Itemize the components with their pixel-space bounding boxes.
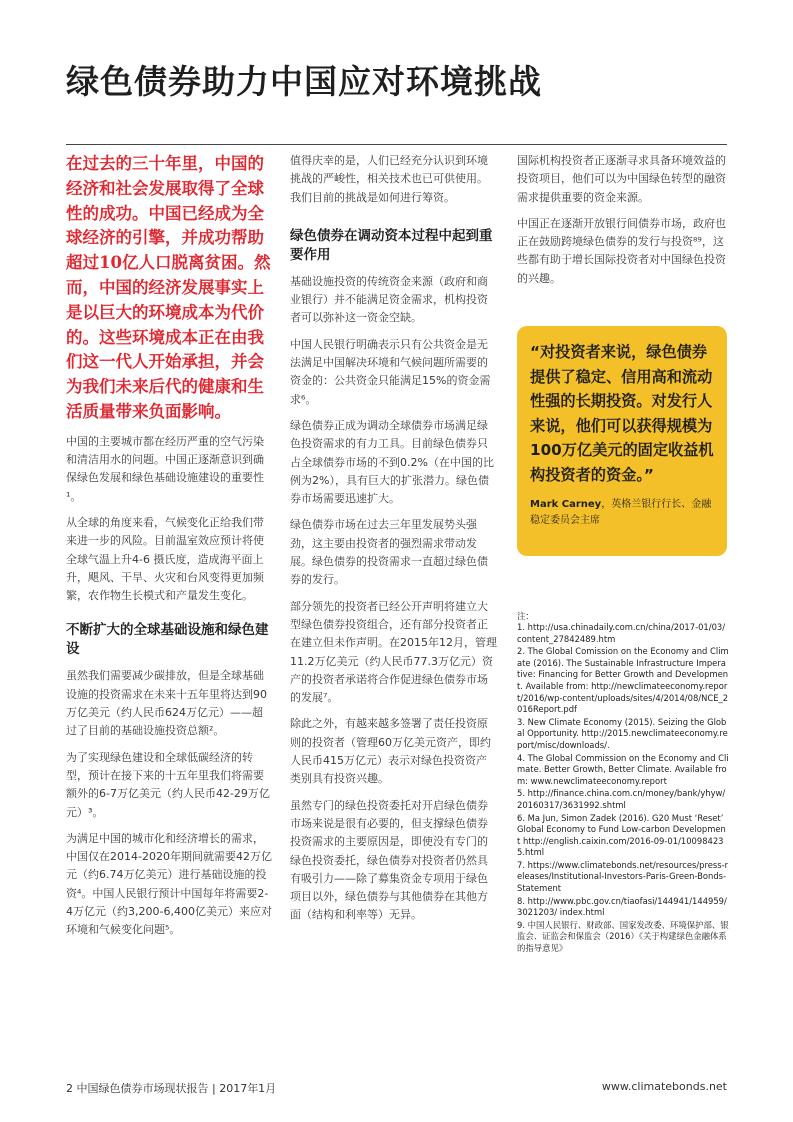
paragraph: 虽然专门的绿色投资委托对开启绿色债券市场来说是很有必要的，但支撑绿色债券投资需求的主要原因是，即使没有专门的绿色投资委托，绿色债券对投资者仍然具有吸引力——除了募集资金专项用于绿色项目以外，绿色债券与其他债券在其他方面（结构和利率等）无异。 — [290, 798, 488, 922]
paragraph: 中国正在逐渐开放银行间债券市场，政府也正在鼓励跨境绿色债券的发行与投资⁸⁹，这些都有助于增长国际投资者对中国绿色投资的兴趣。 — [517, 216, 726, 285]
page-title: 绿色债券助力中国应对环境挑战 — [66, 62, 542, 101]
paragraph: 值得庆幸的是，人们已经充分认识到环境挑战的严峻性，相关技术也已可供使用。我们目前的挑战是如何进行筹资。 — [290, 154, 488, 204]
paragraph: 部分领先的投资者已经公开声明将建立大型绿色债券投资组合，还有部分投资者正在建立但未作声明。在2015年12月，管理11.2万亿美元（约人民币77.3万亿元）资产的投资者承诺将合作促进绿色债券市场的发展⁷。 — [290, 599, 497, 705]
footnote: 8. http://www.pbc.gov.cn/tiaofasi/144941/144959/3021203/ index.html — [517, 895, 727, 918]
pull-quote-box — [517, 326, 727, 556]
pull-quote-text: “对投资者来说，绿色债券提供了稳定、信用高和流动性强的长期投资。对发行人来说，他们可以获得规模为100万亿美元的固定收益机构投资者的资金。” — [530, 343, 714, 484]
lead-paragraph: 在过去的三十年里，中国的经济和社会发展取得了全球性的成功。中国已经成为全球经济的引擎，并成功帮助超过10亿人口脱离贫困。然而，中国的经济发展事实上是以巨大的环境成本为代价的。这些环境成本正在由我们这一代人开始承担，并会为我们未来后代的健康和生活质量带来负面影响。 — [66, 154, 271, 421]
column-2 — [290, 152, 497, 933]
section-heading: 绿色债券在调动资本过程中起到重要作用 — [290, 227, 493, 263]
column-1 — [66, 152, 273, 948]
paragraph: 基础设施投资的传统资金来源（政府和商业银行）并不能满足资金需求，机构投资者可以弥补这一资金空缺。 — [290, 274, 488, 325]
footer-website: www.climatebonds.net — [601, 1080, 727, 1093]
footnote: 5. http://finance.china.com.cn/money/bank/yhyw/20160317/3631992.shtml — [517, 788, 726, 810]
footnote: 9. 中国人民银行、财政部、国家发改委、环境保护部、银监会、证监会和保监会（2016）《关于构建绿色金融体系的指导意见》 — [517, 919, 729, 954]
paragraph: 中国人民银行明确表示只有公共资金是无法满足中国解决环境和气候问题所需要的资金的：公共资金只能满足15%的资金需求⁶。 — [290, 337, 491, 406]
footnote: 2. The Global Comission on the Economy and Climate (2016). The Sustainable Infrastructure Imperative: Financing for Better Growth and Development. Available from: http://newclimateeconomy.report/2016/wp-content/uploads/sites/4/2014/08/NCE_2016Report.pdf — [517, 646, 729, 715]
footer-page-info: 2 中国绿色债券市场现状报告 | 2017年1月 — [66, 1082, 277, 1095]
paragraph: 为满足中国的城市化和经济增长的需求，中国仅在2014-2020年期间就需要42万亿元（约6.74万亿美元）进行基础设施的投资⁴。中国人民银行预计中国每年将需要2-4万亿元（约3,200-6,400亿美元）来应对环境和气候变化问题⁵。 — [66, 831, 272, 937]
pull-quote-attribution — [530, 497, 715, 529]
paragraph: 绿色债券市场在过去三年里发展势头强劲，这主要由投资者的强烈需求带动发展。绿色债券的投资需求一直超过绿色债券的发行。 — [290, 518, 488, 587]
footnote: 7. https://www.climatebonds.net/resources/press-releases/Institutional-Investors-Paris-Green-Bonds-Statement — [517, 859, 729, 894]
footnote: 4. The Global Commission on the Economy and Climate. Better Growth, Better Climate. Available from: www.newclimateeconomy.report — [517, 752, 729, 786]
section-heading: 不断扩大的全球基础设施和绿色建设 — [66, 622, 269, 658]
column-3 — [517, 152, 727, 296]
quote-author-role: ，英格兰银行行长、金融稳定委员会主席 — [530, 499, 712, 526]
paragraph: 除此之外，有越来越多签署了责任投资原则的投资者（管理60万亿美元资产，即约人民币415万亿元）表示对绿色投资资产类别具有投资兴趣。 — [290, 717, 491, 786]
paragraph: 从全球的角度来看，气候变化正给我们带来进一步的风险。目前温室效应预计将使全球气温上升4-6 摄氏度，造成海平面上升，飓风、干旱、火灾和台风变得更加频繁，农作物生长模式和产量发生变化。 — [66, 515, 264, 603]
paragraph: 为了实现绿色建设和全球低碳经济的转型，预计在接下来的十五年里我们将需要额外的6-7万亿美元（约人民币42-29万亿元）³。 — [66, 750, 270, 819]
paragraph: 中国的主要城市都在经历严重的空气污染和清洁用水的问题。中国正逐渐意识到确保绿色发展和绿色基础设施建设的重要性¹。 — [66, 434, 264, 503]
footnote: 6. Ma Jun, Simon Zadek (2016). G20 Must ‘Reset’ Global Economy to Fund Low-carbon Development http://english.caixin.com/2016-09-01/100984235.html — [517, 812, 726, 858]
footnotes-heading: 注： — [517, 611, 534, 621]
footnote: 1. http://usa.chinadaily.com.cn/china/2017-01/03/content_27842489.htm — [517, 622, 726, 644]
quote-author: Mark Carney — [530, 499, 602, 510]
paragraph: 虽然我们需要减少碳排放，但是全球基础设施的投资需求在未来十五年里将达到90万亿美元（约人民币624万亿元）——超过了目前的基础设施投资总额²。 — [66, 669, 267, 738]
paragraph: 绿色债券正成为调动全球债券市场满足绿色投资需求的有力工具。目前绿色债券只占全球债券市场的不到0.2%（在中国的比例为2%），具有巨大的扩张潜力。绿色债券市场需要迅速扩大。 — [290, 418, 494, 506]
footnotes — [517, 610, 729, 956]
title-divider — [66, 144, 727, 145]
footnote: 3. New Climate Economy (2015). Seizing the Global Opportunity. http://2015.newclimateeconomy.report/misc/downloads/. — [517, 716, 728, 750]
paragraph: 国际机构投资者正逐渐寻求具备环境效益的投资项目，他们可以为中国绿色转型的融资需求提供重要的资金来源。 — [517, 154, 726, 204]
